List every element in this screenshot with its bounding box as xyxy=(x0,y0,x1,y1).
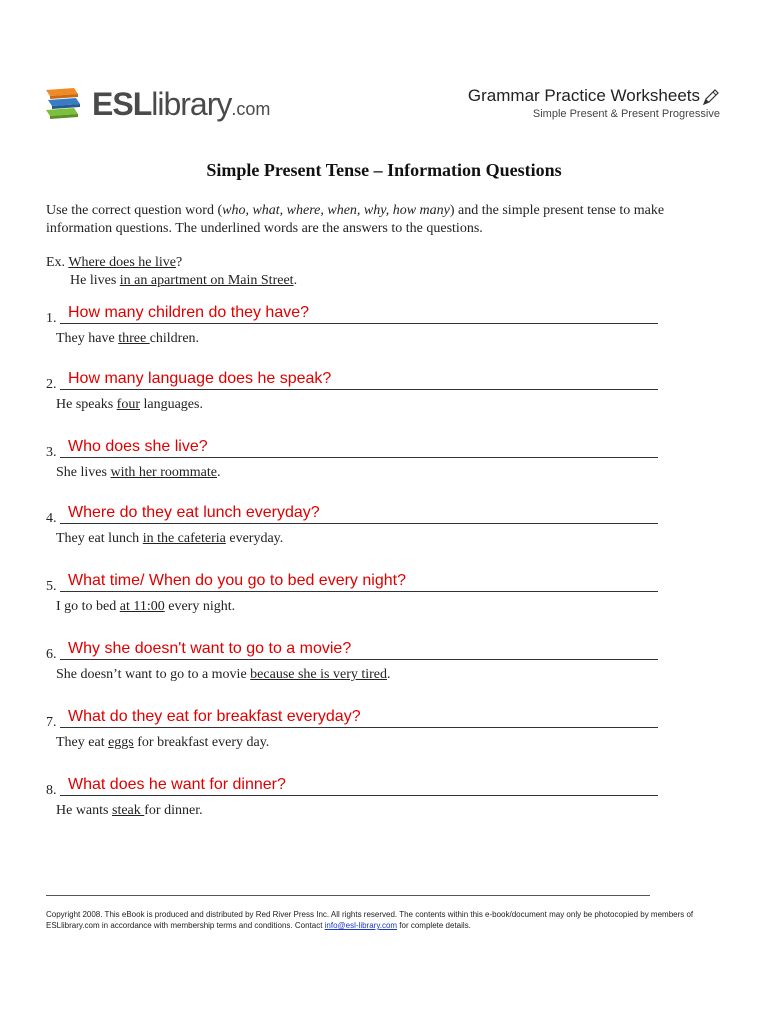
example-question: Ex. Where does he live? xyxy=(46,255,183,270)
answer-line xyxy=(60,457,658,458)
question-item-8 xyxy=(46,772,658,820)
answer-line xyxy=(60,795,658,796)
question-item-1 xyxy=(46,300,658,348)
question-item-7 xyxy=(46,704,658,752)
answer-sentence: I go to bed at 11:00 every night. xyxy=(56,599,236,614)
example xyxy=(46,254,297,290)
series-subtitle: Simple Present & Present Progressive xyxy=(532,108,720,120)
logo-wordmark: ESLlibrary.com xyxy=(92,86,271,122)
handwritten-answer: Who does she live? xyxy=(68,438,208,455)
answer-line xyxy=(60,323,658,324)
answer-line xyxy=(60,727,658,728)
question-number: 5. xyxy=(46,579,57,594)
answer-sentence: He speaks four languages. xyxy=(56,397,203,412)
answer-line xyxy=(60,659,658,660)
question-number: 7. xyxy=(46,715,57,730)
handwritten-answer: How many children do they have? xyxy=(68,304,310,321)
question-item-5 xyxy=(46,568,658,616)
copyright-footer: Copyright 2008. This eBook is produced and distributed by Red River Press Inc. All rights reserved. The contents within this e-book/document may only be photocopied by members of ESLlibrary.com in accordance with membership terms and conditions. Contact info@esl-library.com for complete details. xyxy=(46,910,694,930)
handwritten-answer: What time/ When do you go to bed every night? xyxy=(68,572,406,589)
books-logo-icon xyxy=(44,84,88,124)
answer-sentence: She doesn’t want to go to a movie because she is very tired. xyxy=(56,667,391,682)
question-number: 6. xyxy=(46,647,57,662)
question-number: 3. xyxy=(46,445,57,460)
answer-sentence: They have three children. xyxy=(56,331,200,346)
esl-library-logo xyxy=(44,84,284,124)
instructions: Use the correct question word (who, what, where, when, why, how many) and the simple present tense to make information questions. The underlined words are the answers to the questions. xyxy=(46,203,665,236)
answer-sentence: They eat lunch in the cafeteria everyday. xyxy=(56,531,284,546)
handwritten-answer: What does he want for dinner? xyxy=(68,776,286,793)
question-number: 1. xyxy=(46,311,57,326)
handwritten-answer: Why she doesn't want to go to a movie? xyxy=(68,640,352,657)
answer-line xyxy=(60,523,658,524)
example-answer: He lives in an apartment on Main Street. xyxy=(70,273,298,288)
handwritten-answer: Where do they eat lunch everyday? xyxy=(68,504,320,521)
handwritten-answer: How many language does he speak? xyxy=(68,370,332,387)
series-title: Grammar Practice Worksheets xyxy=(468,86,720,106)
pencil-icon xyxy=(702,88,720,106)
page-title: Simple Present Tense – Information Questions xyxy=(206,160,562,180)
question-item-3 xyxy=(46,434,658,482)
question-item-4 xyxy=(46,500,658,548)
answer-line xyxy=(60,389,658,390)
question-item-6 xyxy=(46,636,658,684)
question-number: 4. xyxy=(46,511,57,526)
question-item-2 xyxy=(46,366,658,414)
question-number: 2. xyxy=(46,377,57,392)
worksheet-series xyxy=(468,86,720,120)
answer-line xyxy=(60,591,658,592)
handwritten-answer: What do they eat for breakfast everyday? xyxy=(68,708,361,725)
footer-divider xyxy=(46,895,650,896)
answer-sentence: She lives with her roommate. xyxy=(56,465,221,480)
answer-sentence: They eat eggs for breakfast every day. xyxy=(56,735,270,750)
contact-email-link[interactable]: info@esl-library.com xyxy=(324,921,398,930)
answer-sentence: He wants steak for dinner. xyxy=(56,803,203,818)
question-number: 8. xyxy=(46,783,57,798)
